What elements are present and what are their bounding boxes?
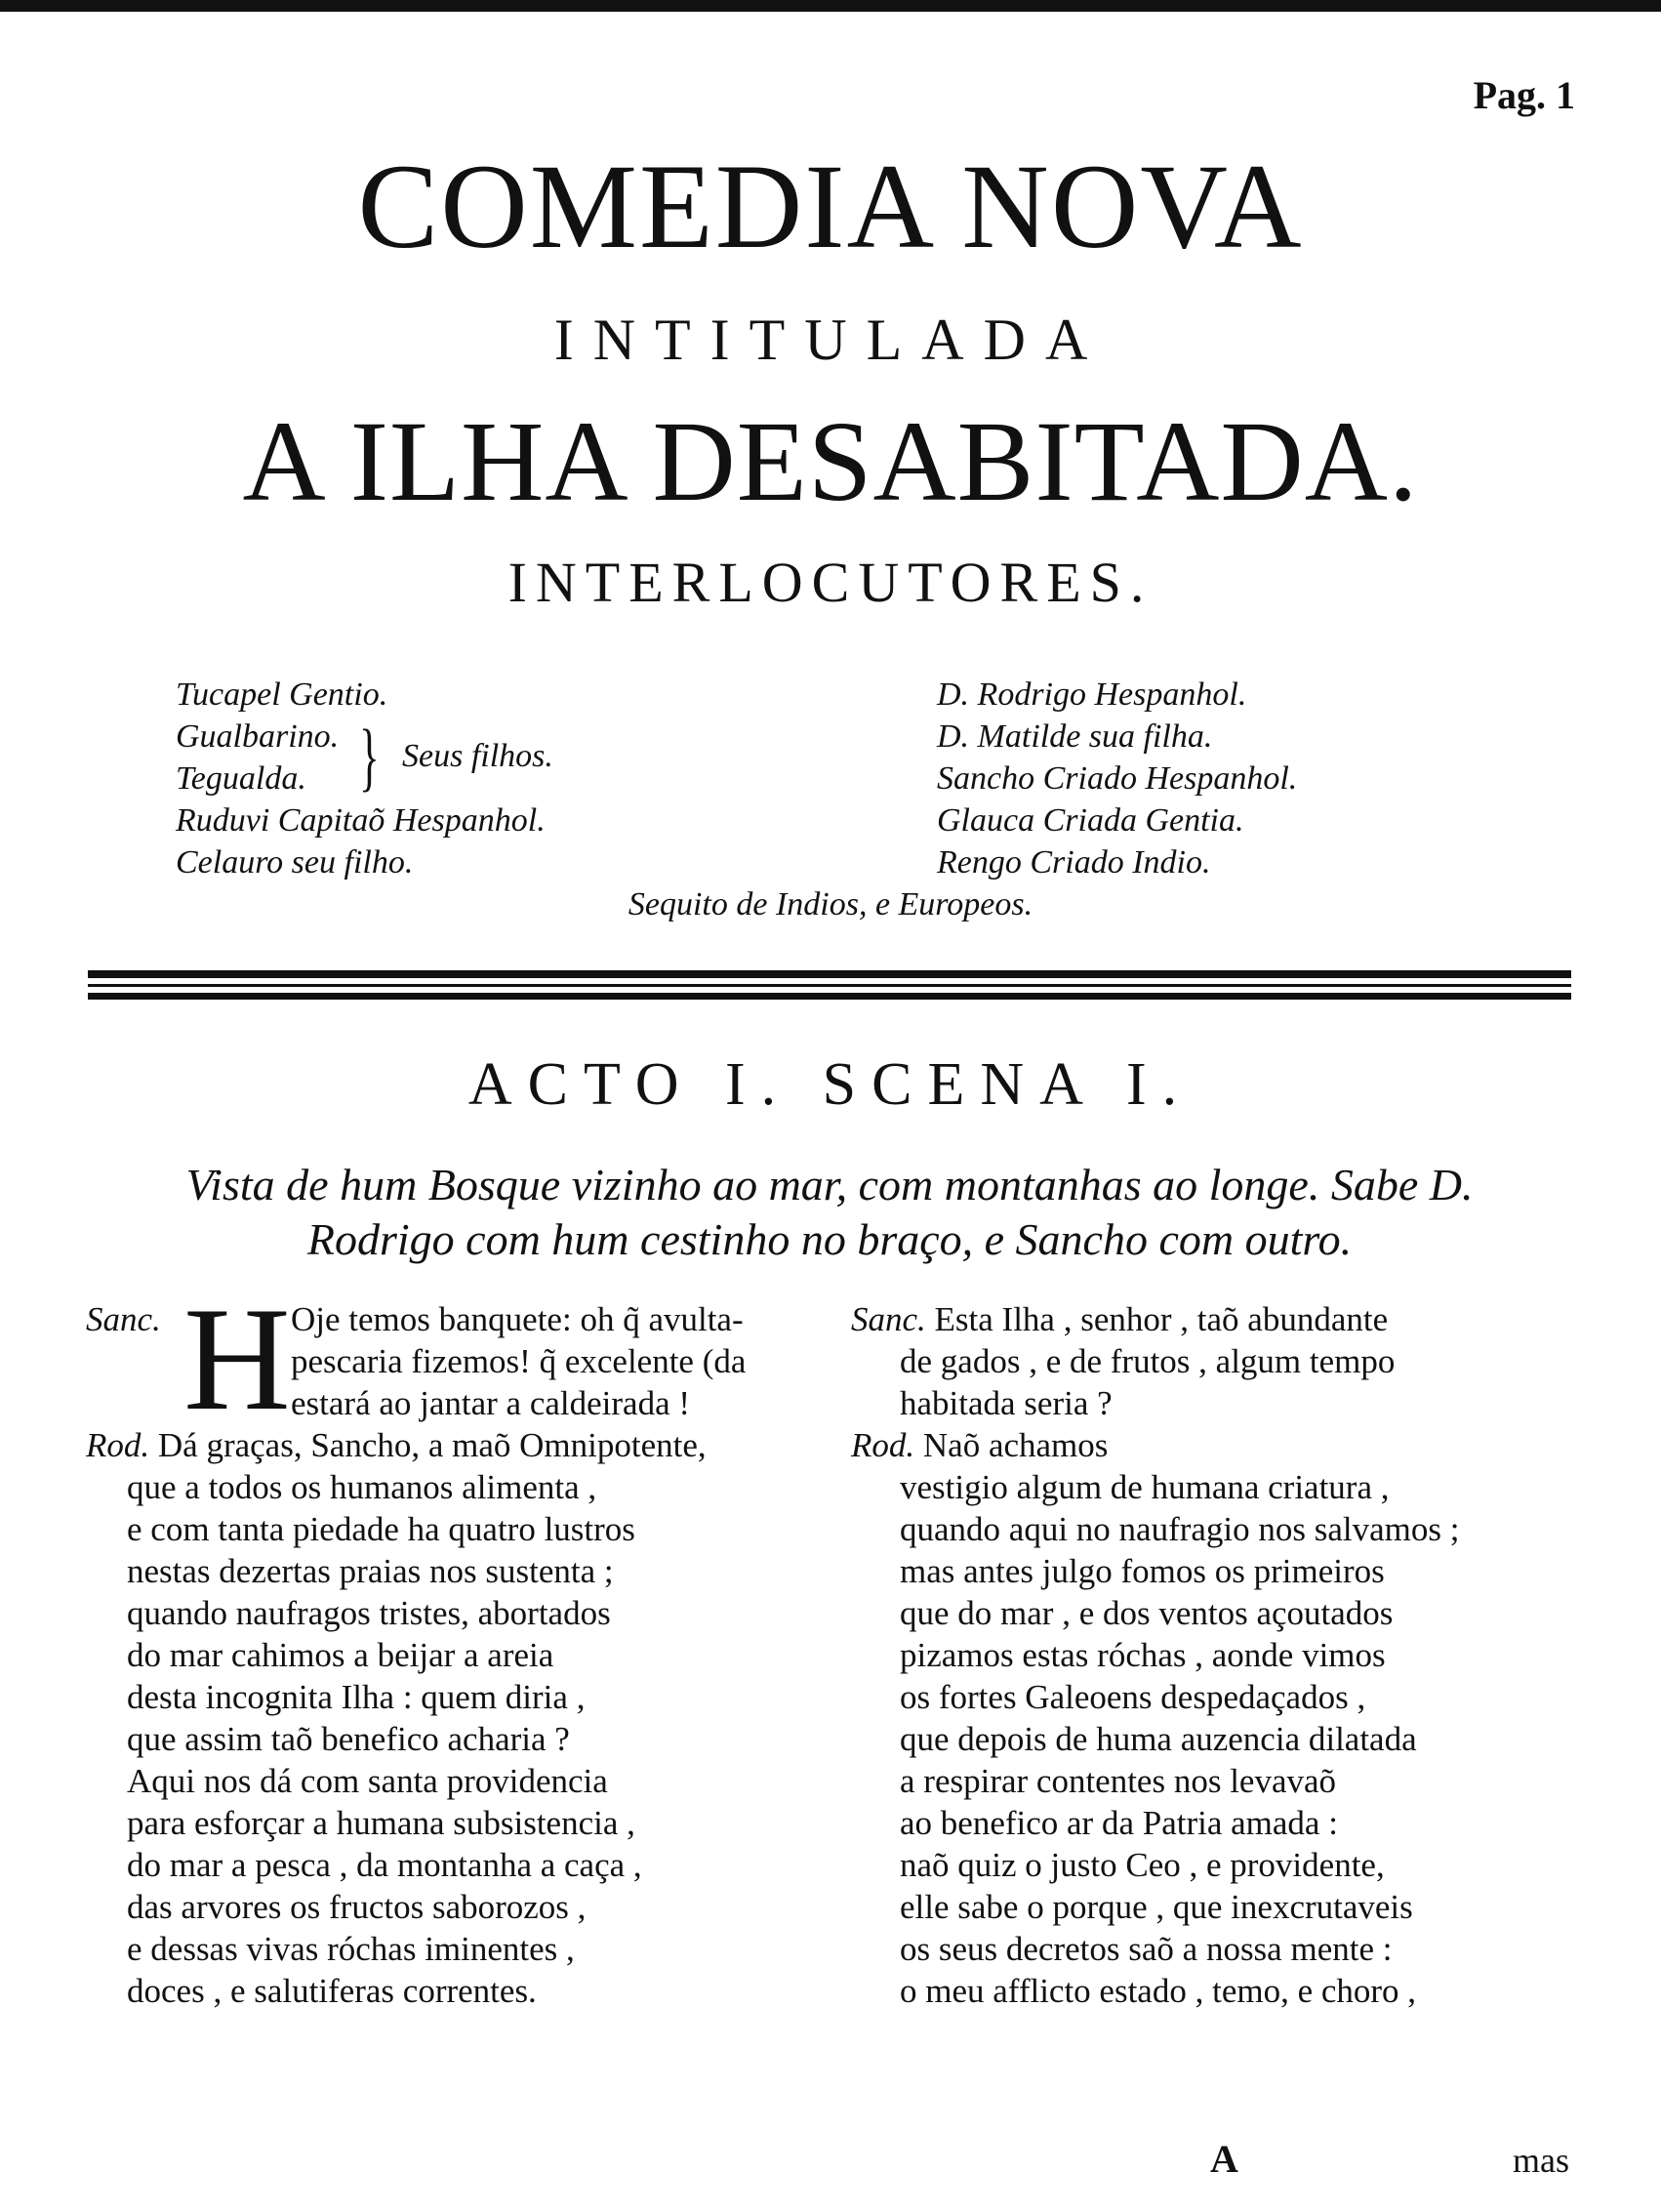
drop-capital: H	[183, 1277, 291, 1441]
verse-line: Naõ achamos	[922, 1426, 1109, 1464]
verse-line: Dá graças, Sancho, a maõ Omnipotente,	[157, 1426, 707, 1464]
cast-member: Tegualda.	[176, 760, 306, 797]
verse-line: doces , e salutiferas correntes.	[127, 1972, 537, 2010]
verse-line: do mar a pesca , da montanha a caça ,	[127, 1846, 642, 1884]
cast-member: Gualbarino.	[176, 718, 340, 755]
ornamental-rule	[88, 993, 1571, 1000]
verse-line: estará ao jantar a caldeirada !	[291, 1384, 691, 1422]
stage-direction-line: Rodrigo com hum cestinho no braço, e Sancho com outro.	[306, 1214, 1353, 1264]
verse-line: e com tanta piedade ha quatro lustros	[127, 1510, 635, 1548]
speaker-label: Sanc.	[851, 1300, 926, 1338]
verse-line: os seus decretos saõ a nossa mente :	[900, 1930, 1393, 1968]
stage-direction-line: Vista de hum Bosque vizinho ao mar, com montanhas ao longe. Sabe D.	[185, 1160, 1474, 1209]
speech-start	[851, 1298, 1612, 1340]
act-heading: ACTO I. SCENA I.	[467, 1051, 1194, 1118]
brace-icon: }	[359, 714, 380, 799]
cast-list-right	[937, 674, 1297, 883]
cast-member: Ruduvi Capitaõ Hespanhol.	[176, 802, 546, 839]
verse-line: pescaria fizemos! q̃ excelente (da	[291, 1342, 747, 1380]
verse-line: elle sabe o porque , que inexcrutaveis	[900, 1888, 1413, 1926]
speaker-label: Rod.	[86, 1426, 150, 1464]
brace-group	[176, 714, 553, 799]
verse-line: quando naufragos tristes, abortados	[127, 1594, 611, 1632]
page-number: Pag. 1	[1473, 73, 1575, 117]
verse-line: Esta Ilha , senhor , taõ abundante	[934, 1300, 1389, 1338]
cast-heading: INTERLOCUTORES.	[507, 551, 1154, 614]
opening-speech	[86, 1277, 828, 1441]
verse-line: das arvores os fructos saborozos ,	[127, 1888, 587, 1926]
verse-line: os fortes Galeoens despedaçados ,	[900, 1678, 1366, 1716]
verse-line: desta incognita Ilha : quem diria ,	[127, 1678, 586, 1716]
title-line-3: A ILHA DESABITADA.	[242, 397, 1419, 525]
ornamental-rule	[88, 970, 1571, 978]
catchword: mas	[1513, 2141, 1569, 2180]
cast-member: Glauca Criada Gentia.	[937, 802, 1244, 839]
speech-start	[851, 1424, 1612, 1466]
cast-member: Sancho Criado Hespanhol.	[937, 760, 1298, 797]
verse-line: pizamos estas róchas , aonde vimos	[900, 1636, 1386, 1674]
cast-member: D. Matilde sua filha.	[937, 718, 1213, 755]
ornamental-rule	[88, 984, 1571, 987]
verse-line: que depois de huma auzencia dilatada	[900, 1720, 1417, 1758]
verse-line: que assim taõ benefico acharia ?	[127, 1720, 570, 1758]
verse-line: de gados , e de frutos , algum tempo	[900, 1342, 1396, 1380]
cast-member: D. Rodrigo Hespanhol.	[937, 676, 1247, 713]
verse-line: a respirar contentes nos levavaõ	[900, 1762, 1337, 1800]
signature-mark: A	[1210, 2137, 1238, 2181]
cast-list-left	[176, 674, 553, 883]
verse-line: ao benefico ar da Patria amada :	[900, 1804, 1338, 1842]
retinue-line: Sequito de Indios, e Europeos.	[628, 886, 1033, 922]
speaker-label: Rod.	[851, 1426, 915, 1464]
title-line-2: INTITULADA	[553, 307, 1108, 372]
verse-line: nestas dezertas praias nos sustenta ;	[127, 1552, 614, 1590]
verse-line: que do mar , e dos ventos açoutados	[900, 1594, 1394, 1632]
verse-line: vestigio algum de humana criatura ,	[900, 1468, 1390, 1506]
text-column-right	[851, 1298, 1612, 2012]
text-column-left	[86, 1277, 828, 2012]
stage-direction	[78, 1158, 1581, 1267]
verse-line: Aqui nos dá com santa providencia	[127, 1762, 608, 1800]
verse-line: naõ quiz o justo Ceo , e providente,	[900, 1846, 1385, 1884]
verse-line: o meu afflicto estado , temo, e choro ,	[900, 1972, 1417, 2010]
verse-line: Oje temos banquete: oh q̃ avulta-	[291, 1300, 744, 1338]
verse-line: quando aqui no naufragio nos salvamos ;	[900, 1510, 1460, 1548]
verse-line: habitada seria ?	[900, 1384, 1113, 1422]
cast-member: Rengo Criado Indio.	[937, 844, 1211, 881]
verse-line: e dessas vivas róchas iminentes ,	[127, 1930, 575, 1968]
title-line-1: COMEDIA NOVA	[357, 140, 1304, 273]
verse-line: do mar cahimos a beijar a areia	[127, 1636, 554, 1674]
top-border	[0, 0, 1661, 12]
verse-line: mas antes julgo fomos os primeiros	[900, 1552, 1385, 1590]
verse-line: para esforçar a humana subsistencia ,	[127, 1804, 635, 1842]
brace-label: Seus filhos.	[402, 738, 553, 774]
verse-line: que a todos os humanos alimenta ,	[127, 1468, 597, 1506]
speaker-label: Sanc.	[86, 1300, 161, 1338]
cast-member: Tucapel Gentio.	[176, 676, 388, 713]
cast-member: Celauro seu filho.	[176, 844, 414, 881]
